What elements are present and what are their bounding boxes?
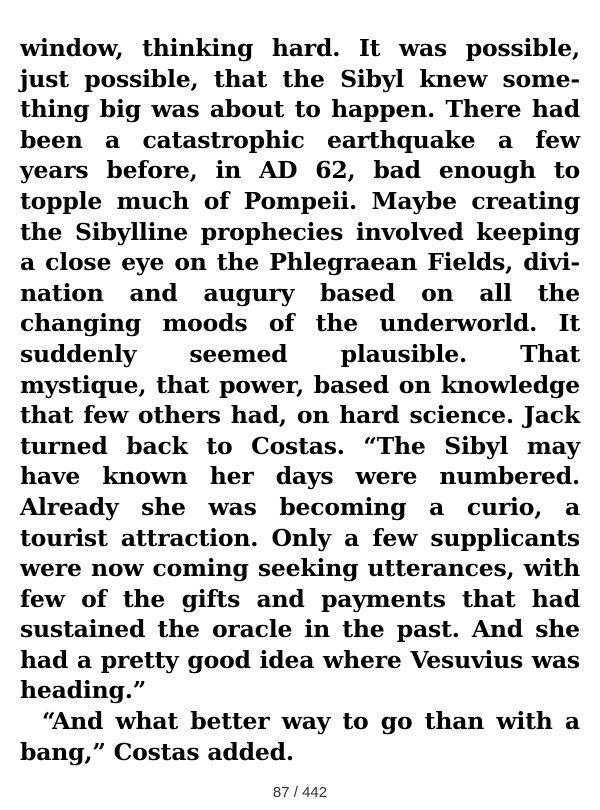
text-line: “And what better way to go than with a <box>42 707 580 736</box>
text-line: turned back to Costas. “The Sibyl may <box>20 431 580 460</box>
text-line: were now coming seeking utterances, with <box>20 554 580 583</box>
text-line: years before, in AD 62, bad enough to <box>20 156 580 185</box>
text-line: the Sibylline prophecies involved keeping <box>20 217 580 246</box>
text-line: had a pretty good idea where Vesuvius was <box>20 645 580 674</box>
text-line: a close eye on the Phlegraean Fields, divi- <box>20 248 580 277</box>
text-line: few of the gifts and payments that had <box>20 584 580 613</box>
text-line: topple much of Pompeii. Maybe creating <box>20 186 580 215</box>
text-line: mystique, that power, based on knowledge <box>20 370 580 399</box>
text-line: changing moods of the underworld. It <box>20 309 580 338</box>
page-indicator: 87 / 442 <box>272 784 328 801</box>
text-line: nation and augury based on all the <box>20 278 580 307</box>
text-line: have known her days were numbered. <box>20 462 580 491</box>
text-line: been a catastrophic earthquake a few <box>20 125 580 154</box>
text-line: that few others had, on hard science. Jack <box>20 401 580 430</box>
text-line: sustained the oracle in the past. And she <box>20 615 580 644</box>
text-line: Already she was becoming a curio, a <box>20 492 580 521</box>
text-line: heading.” <box>20 676 147 705</box>
text-line: tourist attraction. Only a few supplicants <box>20 523 580 552</box>
text-line: window, thinking hard. It was possible, <box>20 34 580 62</box>
text-line: bang,” Costas added. <box>20 737 294 766</box>
book-text <box>20 33 580 767</box>
text-line: thing big was about to happen. There had <box>20 95 580 124</box>
text-line: suddenly seemed plausible. That <box>20 339 580 368</box>
text-line: just possible, that the Sibyl knew some- <box>20 64 580 93</box>
